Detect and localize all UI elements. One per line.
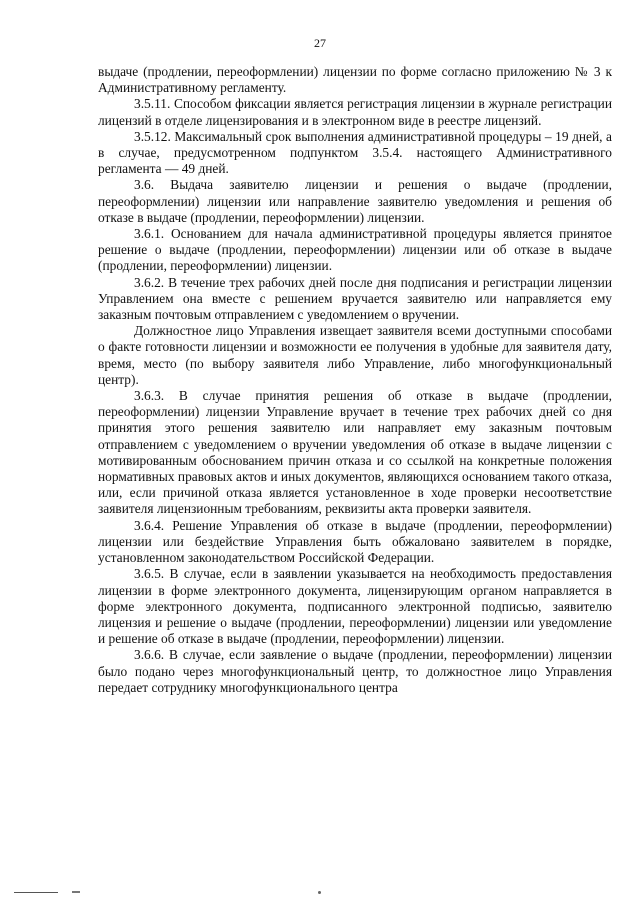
scan-dot-mark xyxy=(318,891,321,894)
paragraph-3-6-4: 3.6.4. Решение Управления об отказе в выдаче (продлении, переоформлении) лицензии или бездействие Управления быть обжаловано заявителем в порядке, установленном законодательством Российской Федерации. xyxy=(98,517,612,566)
scan-dash-mark xyxy=(72,891,80,893)
page-number: 27 xyxy=(314,36,326,50)
paragraph-3-6: 3.6. Выдача заявителю лицензии и решения о выдаче (продлении, переоформлении) лицензии или направление заявителю уведомления и решения об отказе в выдаче (продлении, переоформлении) лицензии. xyxy=(98,177,612,225)
document-body xyxy=(98,64,612,696)
paragraph-3-6-1: 3.6.1. Основанием для начала административной процедуры является принятое решение о выдаче (продлении, переоформлении) лицензии или об отказе в выдаче (продлении, переоформлении) лицензии. xyxy=(98,226,612,274)
paragraph-license-form: выдаче (продлении, переоформлении) лицензии по форме согласно приложению № 3 к Административному регламенту. xyxy=(98,64,612,96)
paragraph-3-5-11: 3.5.11. Способом фиксации является регистрация лицензии в журнале регистрации лицензий в отделе лицензирования и в электронном виде в реестре лицензий. xyxy=(98,96,612,128)
paragraph-3-6-2: 3.6.2. В течение трех рабочих дней после дня подписания и регистрации лицензии Управлением она вместе с решением вручается заявителю или направляется ему заказным почтовым отправлением с уведомлением о вручении. xyxy=(98,274,612,323)
paragraph-notification: Должностное лицо Управления извещает заявителя всеми доступными способами о факте готовности лицензии и возможности ее получения в удобные для заявителя дату, время, место (по выбору заявителя либо Управление, либо многофункциональный центр). xyxy=(98,323,612,387)
paragraph-3-6-6: 3.6.6. В случае, если заявление о выдаче (продлении, переоформлении) лицензии было подано через многофункциональный центр, то должностное лицо Управления передает сотруднику многофункционального центра xyxy=(98,647,612,695)
paragraph-3-6-5: 3.6.5. В случае, если в заявлении указывается на необходимость предоставления лицензии в форме электронного документа, лицензирующим органом направляется в форме электронного документа, подписанного электронной подписью, заявителю лицензия и решение о выдаче (продлении, переоформлении) лицензии или уведомление и решение об отказе в выдаче (продлении, переоформлении) лицензии. xyxy=(98,566,612,647)
paragraph-3-6-3: 3.6.3. В случае принятия решения об отказе в выдаче (продлении, переоформлении) лицензии Управление вручает в течение трех рабочих дней со дня принятия этого решения заявителю или направляет ему заказным почтовым отправлением с уведомлением о вручении уведомления об отказе в выдаче лицензии с мотивированным обоснованием причин отказа и со ссылкой на конкретные положения нормативных правовых актов и иных документов, являющихся основанием такого отказа, или, если причиной отказа является установленное в ходе проверки несоответствие заявителя лицензионным требованиям, реквизиты акта проверки заявителя. xyxy=(98,388,612,517)
scan-line-mark xyxy=(14,892,58,893)
scan-artifacts xyxy=(0,890,640,896)
paragraph-3-5-12: 3.5.12. Максимальный срок выполнения административной процедуры – 19 дней, а в случае, предусмотренном подпунктом 3.5.4. настоящего Административного регламента — 49 дней. xyxy=(98,128,612,177)
